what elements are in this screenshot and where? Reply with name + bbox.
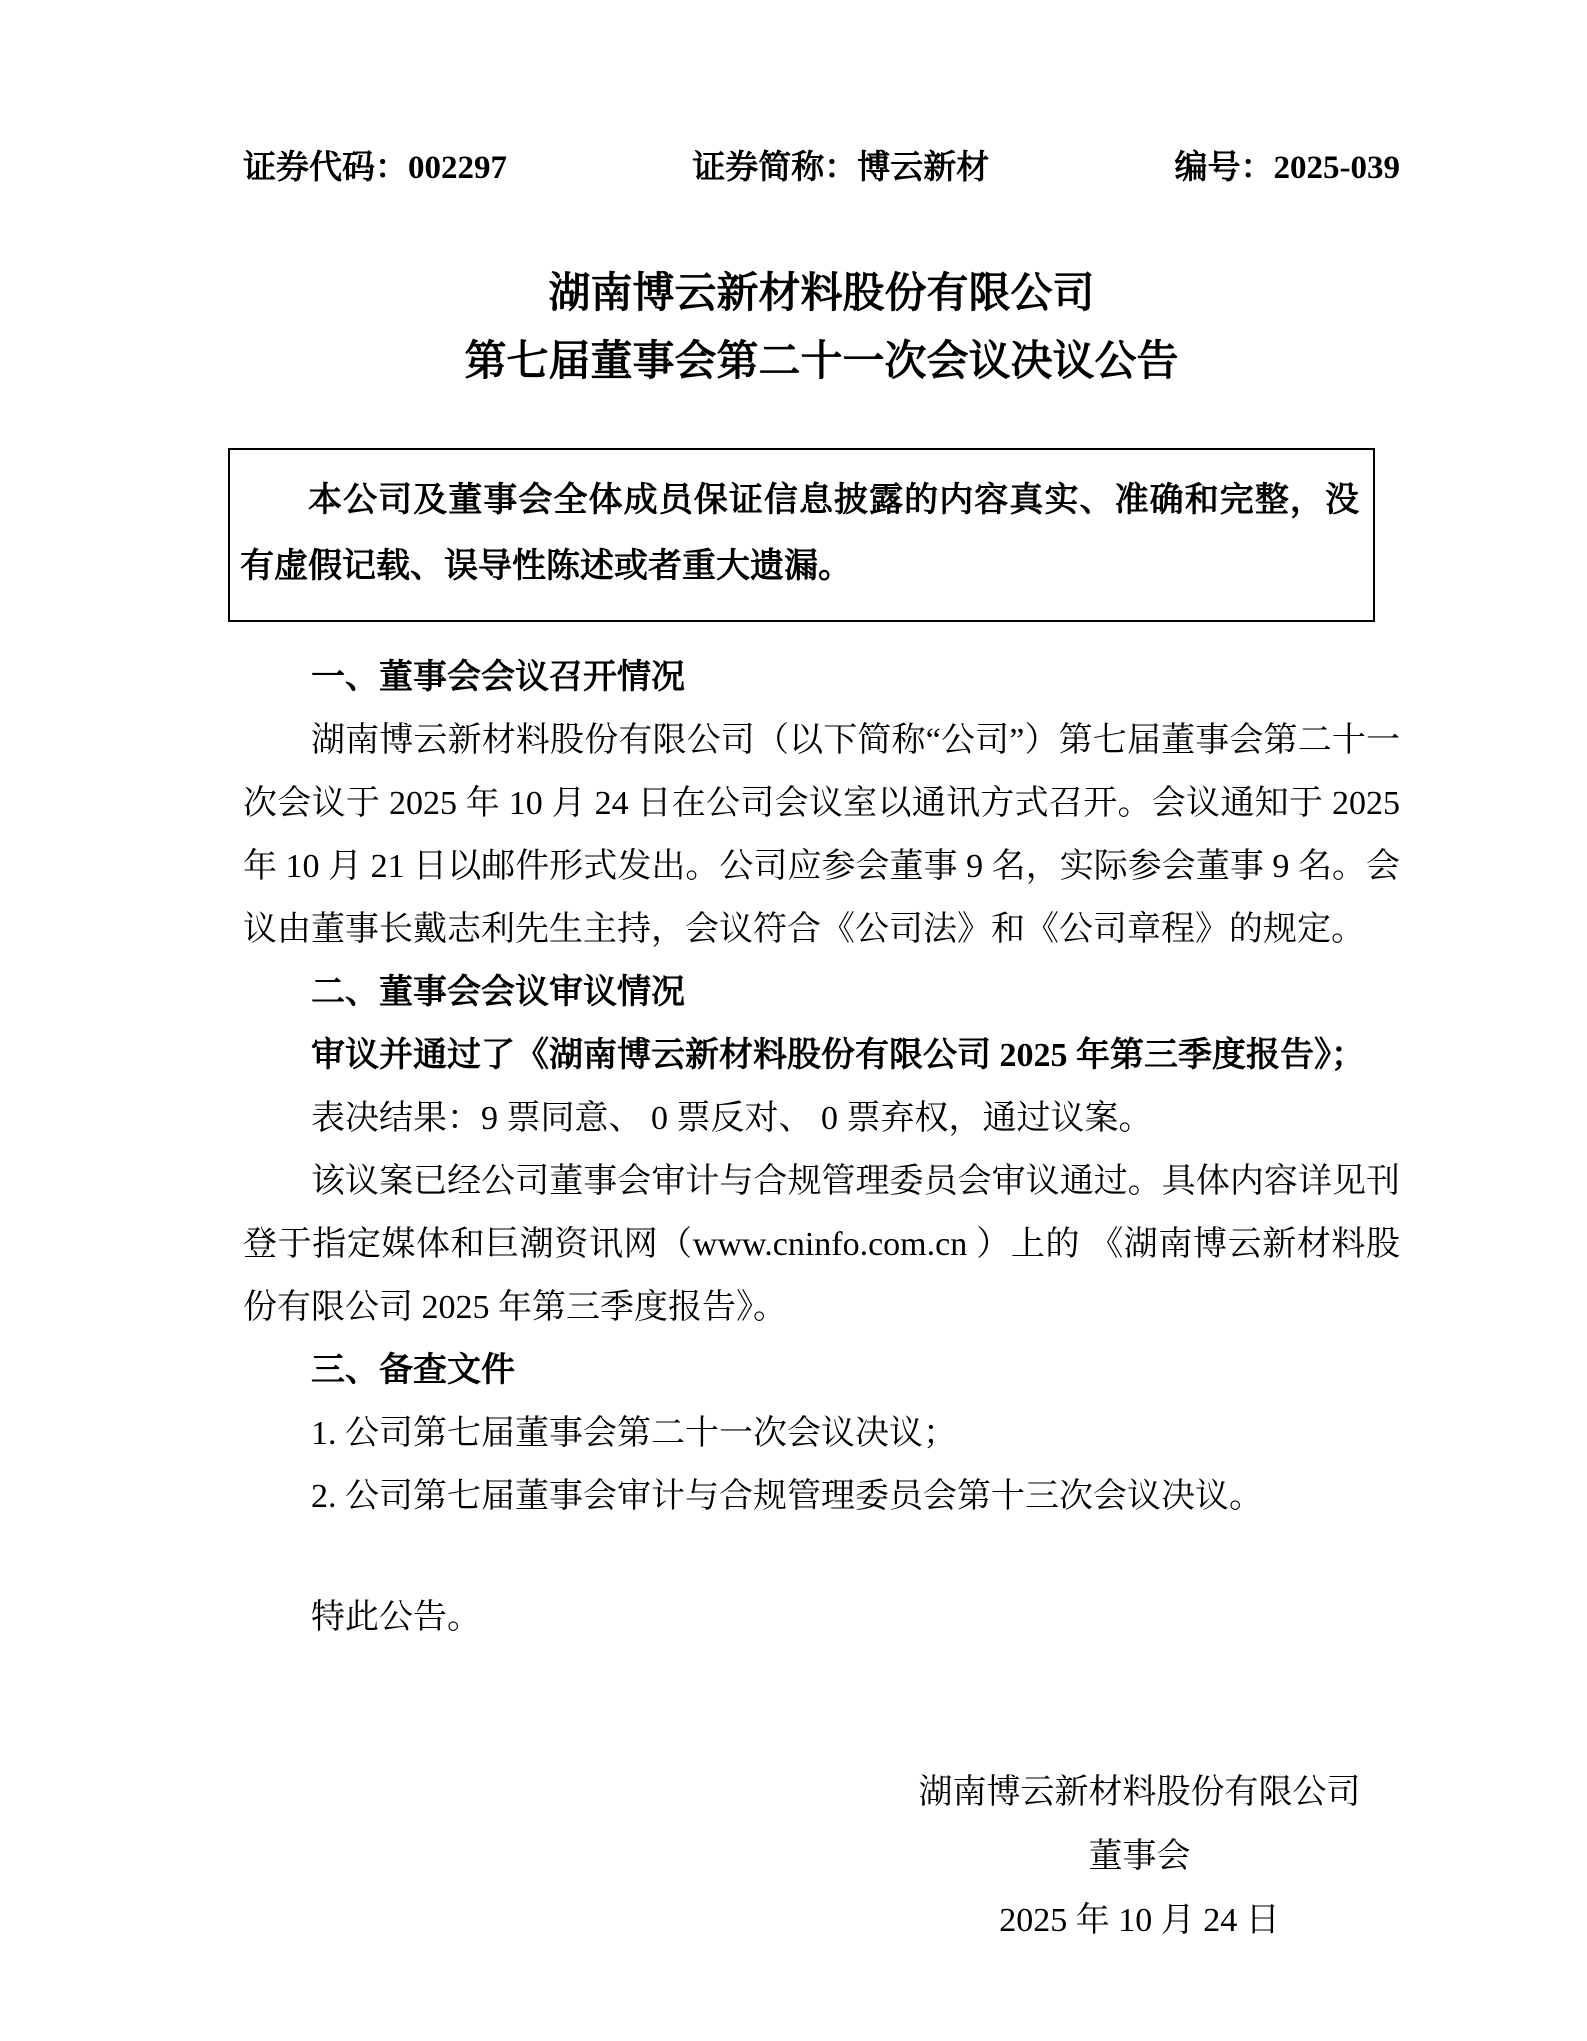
signature-company: 湖南博云新材料股份有限公司 <box>918 1774 1361 1811</box>
reference-document-1: 1. 公司第七届董事会第二十一次会议决议； <box>311 1415 957 1452</box>
resolution-line: 审议并通过了《湖南博云新材料股份有限公司 2025 年第三季度报告》； <box>311 1037 1365 1074</box>
stock-short-name: 证券简称：博云新材 <box>692 150 990 186</box>
reference-document-2: 2. 公司第七届董事会审计与合规管理委员会第十三次会议决议。 <box>311 1478 1263 1515</box>
section2-heading: 二、董事会会议审议情况 <box>311 974 685 1011</box>
doc-title-company: 湖南博云新材料股份有限公司 <box>548 271 1095 317</box>
section1-heading: 一、董事会会议召开情况 <box>311 659 685 696</box>
section1-paragraph: 湖南博云新材料股份有限公司（以下简称“公司”）第七届董事会第二十一次会议于 2025 年 10 月 24 日在公司会议室以通讯方式召开。会议通知于 2025 年 10 月 21 日以邮件形式发出。公司应参会董事 9 名，实际参会董事 9 名。会议由董事长戴志利先生主持，会议符合《公司法》和《公司章程》的规定。 <box>243 722 1400 948</box>
disclaimer-box <box>228 448 1375 622</box>
vote-result-line: 表决结果：9 票同意、 0 票反对、 0 票弃权，通过议案。 <box>311 1100 1153 1137</box>
doc-title-subject: 第七届董事会第二十一次会议决议公告 <box>464 339 1179 385</box>
signature-date: 2025 年 10 月 24 日 <box>999 1902 1280 1939</box>
section2-paragraph: 该议案已经公司董事会审计与合规管理委员会审议通过。具体内容详见刊登于指定媒体和巨潮资讯网（www.cninfo.com.cn ）上的 《湖南博云新材料股份有限公司 2025 年第三季度报告》。 <box>243 1163 1400 1326</box>
announcement-number: 编号：2025-039 <box>1174 150 1400 186</box>
signature-block <box>917 1761 1362 1953</box>
doc-header <box>243 146 1400 190</box>
doc-title <box>243 260 1400 396</box>
disclaimer-text: 本公司及董事会全体成员保证信息披露的内容真实、准确和完整，没有虚假记载、误导性陈述或者重大遗漏。 <box>240 482 1359 585</box>
stock-code: 证券代码：002297 <box>243 150 507 186</box>
signature-signer: 董事会 <box>1088 1838 1191 1875</box>
doc-body <box>243 646 1400 1649</box>
closing-line: 特此公告。 <box>311 1599 481 1636</box>
section3-heading: 三、备查文件 <box>311 1352 515 1389</box>
